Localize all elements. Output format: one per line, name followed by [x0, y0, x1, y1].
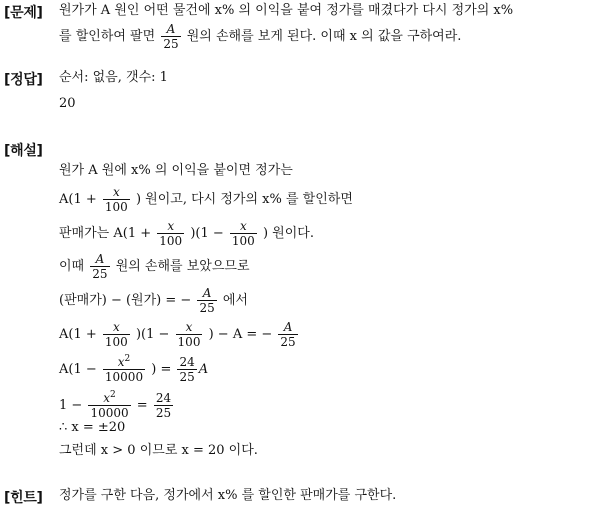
solution-line-8: 1 − $\frac{x^2}{10000}$ = $\frac{24}{25}$ — [59, 390, 172, 420]
problem-line-2: 를 할인하여 팔면 $\frac{A}{25}$ 원의 손해를 보게 된다. 이때 x 의 값을 구하여라. — [59, 22, 462, 51]
solution-line-5: (판매가) − (원가) = − $\frac{A}{25}$ 에서 — [59, 286, 248, 315]
problem-label: [문제] — [4, 5, 43, 21]
hint-label: [힌트] — [4, 490, 43, 506]
hint-text: 정가를 구한 다음, 정가에서 x% 를 할인한 판매가를 구한다. — [59, 488, 397, 503]
solution-line-3: 판매가는 A(1 + $\frac{x}{100}$ )(1 − $\frac{x}{100}$ ) 원이다. — [59, 219, 314, 248]
solution-line-2: A(1 + $\frac{x}{100}$ ) 원이고, 다시 정가의 x% 를 할인하면 — [59, 185, 353, 214]
fraction-a-over-25: $\frac{A}{25}$ — [163, 22, 179, 51]
solution-line-1: 원가 A 원에 x% 의 이익을 붙이면 정가는 — [59, 163, 293, 178]
answer-meta: 순서: 없음, 갯수: 1 — [59, 70, 168, 85]
solution-label: [해설] — [4, 143, 43, 159]
solution-line-10: 그런데 x > 0 이므로 x = 20 이다. — [59, 443, 258, 458]
solution-line-7: A(1 − $\frac{x^2}{10000}$ ) = $\frac{24}{25}$ A — [59, 354, 209, 384]
solution-line-9: ∴ x = ±20 — [59, 420, 126, 435]
answer-value: 20 — [59, 96, 76, 111]
solution-line-6: A(1 + $\frac{x}{100}$ )(1 − $\frac{x}{100}$ ) − A = − $\frac{A}{25}$ — [59, 320, 296, 349]
solution-line-4: 이때 $\frac{A}{25}$ 원의 손해를 보았으므로 — [59, 252, 250, 281]
problem-line-1: 원가가 A 원인 어떤 물건에 x% 의 이익을 붙여 정가를 매겼다가 다시 정가의 x% — [59, 3, 514, 18]
answer-label: [정답] — [4, 72, 43, 88]
